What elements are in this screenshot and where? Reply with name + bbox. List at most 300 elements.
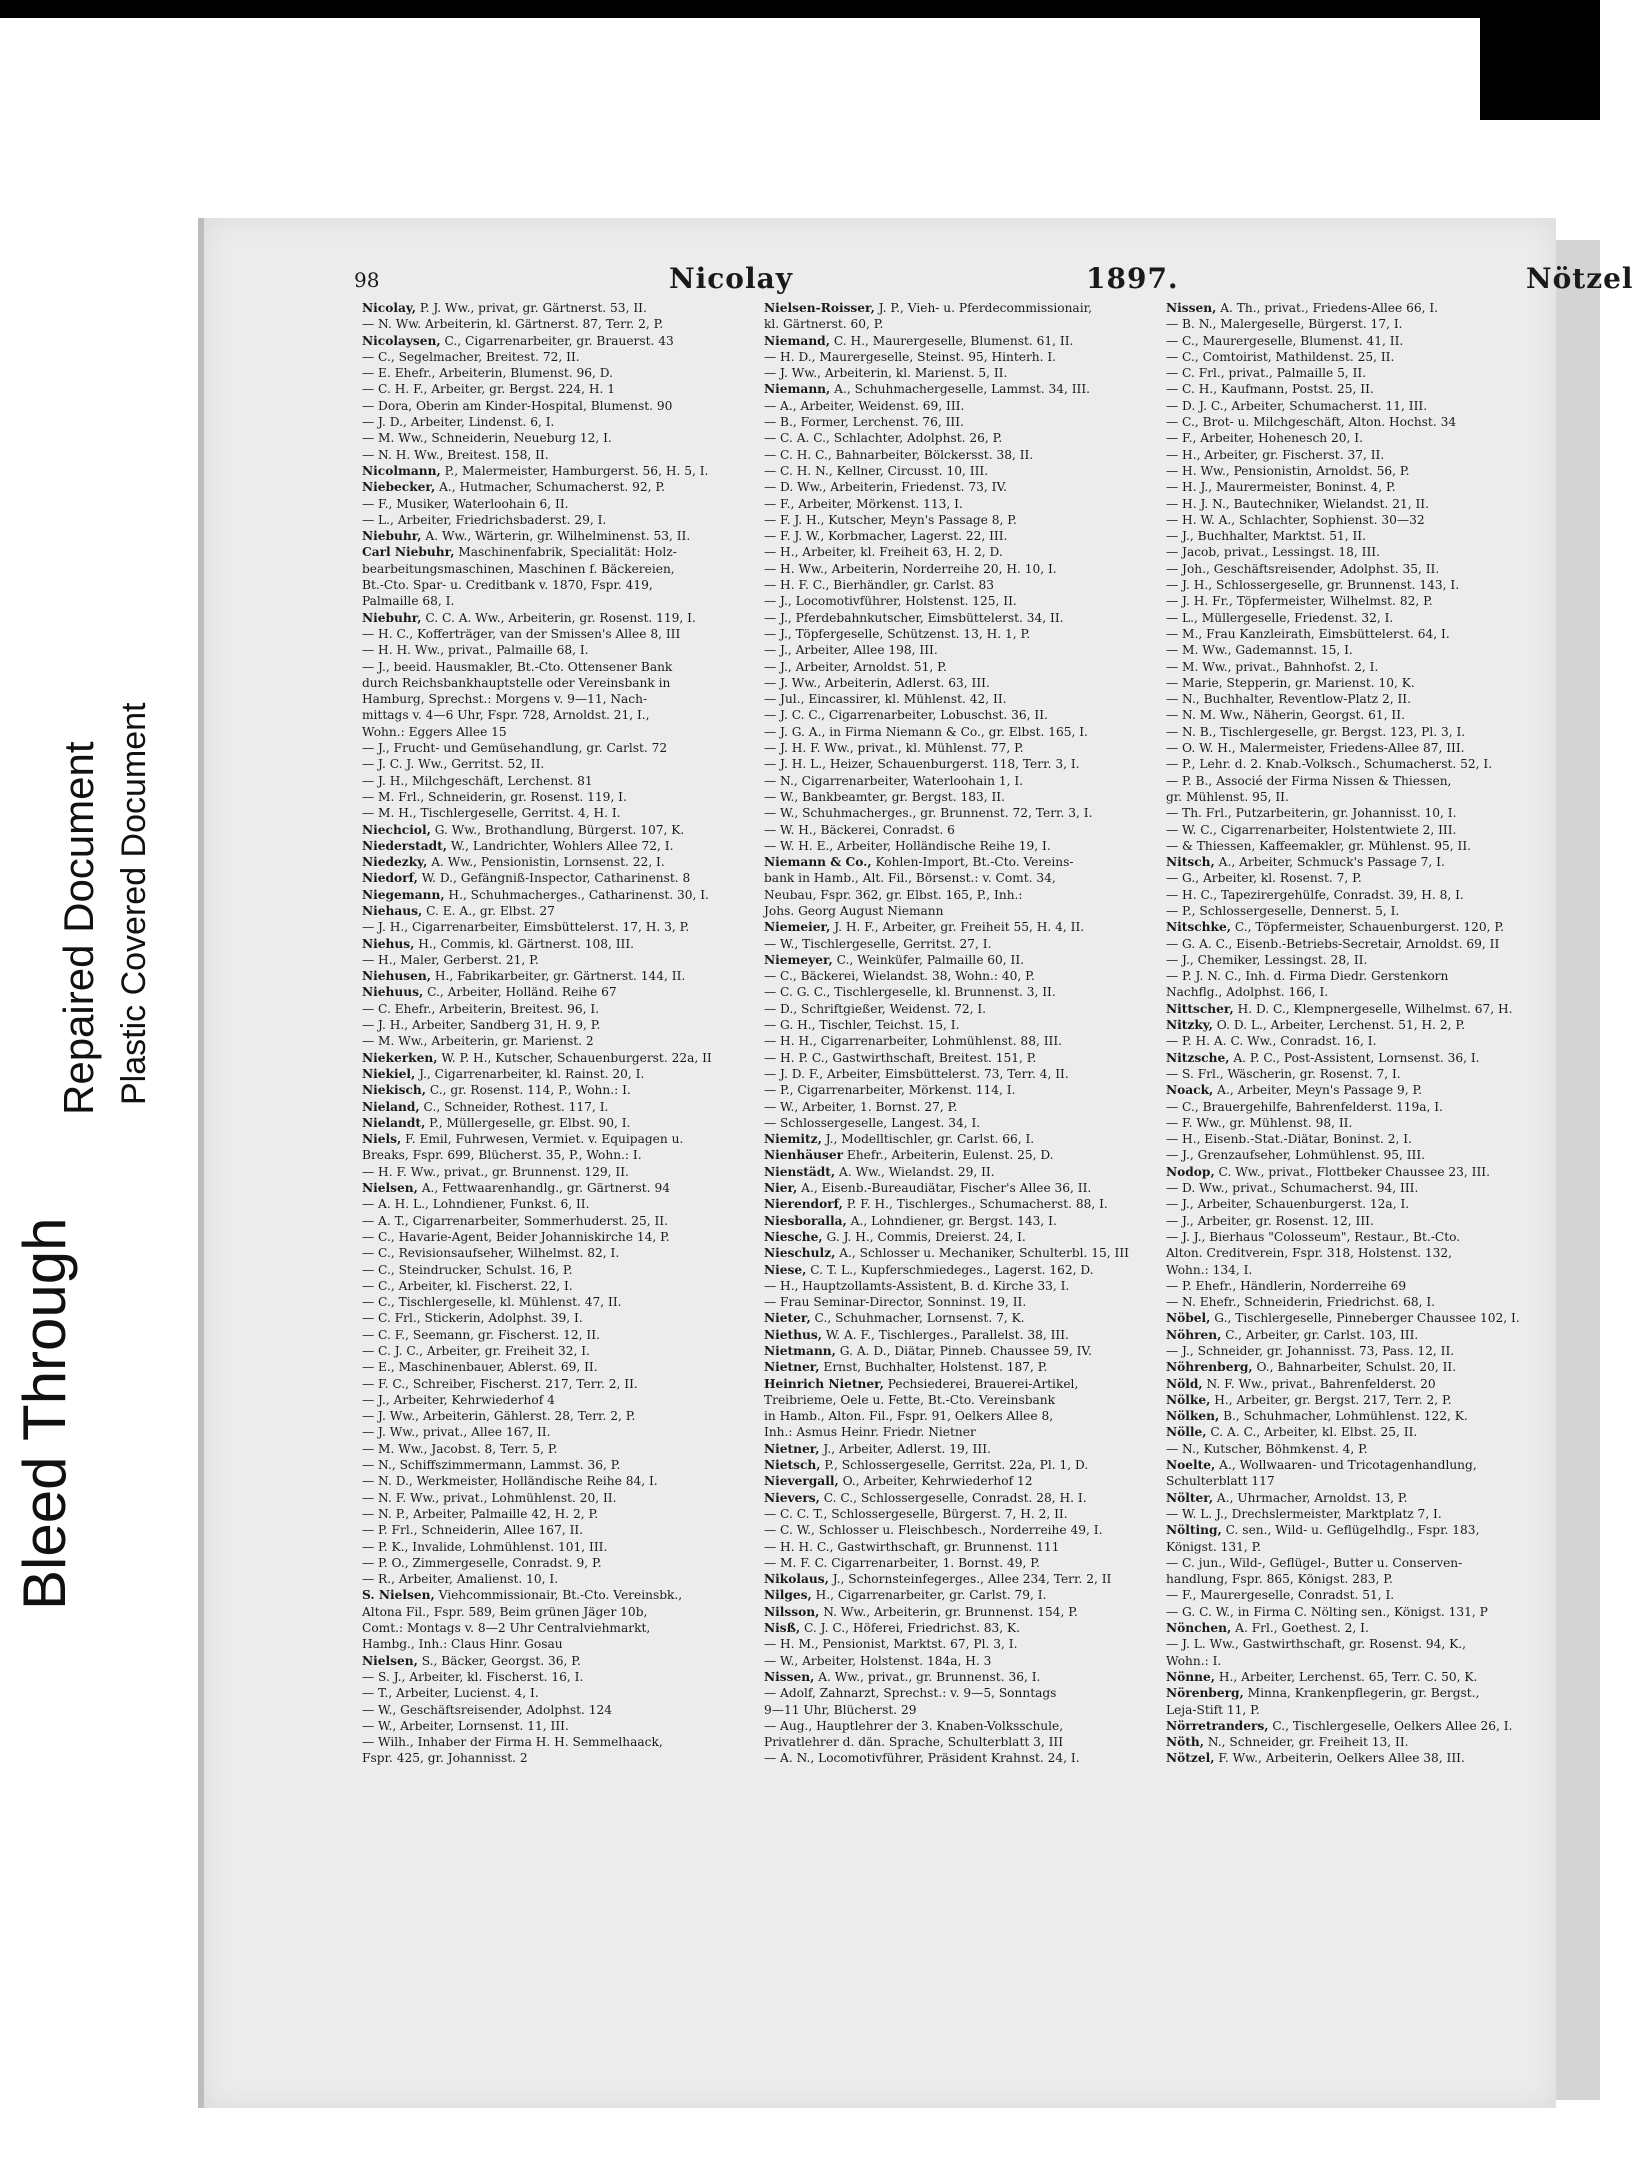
directory-entry xyxy=(1166,1082,1556,1098)
entry-text: — J. Ww., Arbeiterin, Gählerst. 28, Terr. 2, P. xyxy=(362,1409,636,1424)
entry-text: C., Töpfermeister, Schauenburgerst. 120, P. xyxy=(1230,920,1505,935)
entry-text: — H., Arbeiter, kl. Freiheit 63, H. 2, D. xyxy=(764,545,1003,560)
entry-text: Treibrieme, Oele u. Fette, Bt.-Cto. Vereinsbank xyxy=(764,1392,1056,1407)
entry-text: — M. Ww., Schneiderin, Neueburg 12, I. xyxy=(362,431,612,446)
entry-name: Nieter, xyxy=(764,1311,811,1326)
entry-text: Schulterblatt 117 xyxy=(1166,1474,1275,1489)
directory-entry xyxy=(362,1294,757,1310)
entry-text: — H. F. C., Bierhändler, gr. Carlst. 83 xyxy=(764,578,995,593)
entry-text: — D. Ww., Arbeiterin, Friedenst. 73, IV. xyxy=(764,480,1008,495)
directory-entry xyxy=(764,1702,1159,1718)
entry-text: — J. H. F. Ww., privat., kl. Mühlenst. 77, P. xyxy=(764,741,1024,756)
entry-name: Niekisch, xyxy=(362,1083,426,1098)
entry-text: J. P., Vieh- u. Pferdecommissionair, xyxy=(874,301,1092,315)
directory-entry xyxy=(1166,1653,1556,1669)
entry-text: J., Cigarrenarbeiter, kl. Rainst. 20, I. xyxy=(415,1066,645,1081)
entry-name: Nittscher, xyxy=(1166,1001,1234,1016)
entry-text: — H. Ww., Pensionistin, Arnoldst. 56, P. xyxy=(1166,463,1410,478)
directory-entry xyxy=(362,463,757,479)
entry-text: Altona Fil., Fspr. 589, Beim grünen Jäger 10b, xyxy=(362,1604,648,1619)
directory-entry xyxy=(764,1033,1159,1049)
directory-entry xyxy=(362,398,757,414)
directory-entry xyxy=(362,724,757,740)
directory-entry xyxy=(362,1131,757,1147)
entry-text: O., Bahnarbeiter, Schulst. 20, II. xyxy=(1252,1360,1457,1375)
directory-entry xyxy=(764,773,1159,789)
entry-text: A. Ww., privat., gr. Brunnenst. 36, I. xyxy=(814,1669,1041,1684)
entry-text: A., Arbeiter, Schmuck's Passage 7, I. xyxy=(1214,855,1445,870)
entry-text: — Th. Frl., Putzarbeiterin, gr. Johannisst. 10, I. xyxy=(1166,806,1457,821)
directory-entry xyxy=(362,414,757,430)
entry-name: Nicolay, xyxy=(362,301,417,315)
entry-text: bearbeitungsmaschinen, Maschinen f. Bäckereien, xyxy=(362,561,675,576)
directory-entry xyxy=(1166,381,1556,397)
entry-name: Niemeyer, xyxy=(764,952,833,967)
entry-name: Nielsen-Roisser, xyxy=(764,301,875,315)
entry-text: A. Ww., Wielandst. 29, II. xyxy=(835,1164,995,1179)
directory-entry xyxy=(1166,903,1556,919)
directory-entry xyxy=(362,1604,757,1620)
directory-entry xyxy=(362,1718,757,1734)
directory-entry xyxy=(1166,1017,1556,1033)
directory-entry xyxy=(362,1522,757,1538)
directory-entry xyxy=(1166,789,1556,805)
entry-name: Niebuhr, xyxy=(362,529,422,544)
entry-text: — M., Frau Kanzleirath, Eimsbüttelerst. 64, I. xyxy=(1166,626,1450,641)
entry-name: Nissen, xyxy=(764,1669,815,1684)
entry-text: — F. C., Schreiber, Fischerst. 217, Terr. 2, II. xyxy=(362,1376,638,1391)
entry-name: Niemann, xyxy=(764,382,831,397)
entry-text: — E., Maschinenbauer, Ablerst. 69, II. xyxy=(362,1360,598,1375)
entry-text: H., Commis, kl. Gärtnerst. 108, III. xyxy=(414,936,635,951)
directory-entry xyxy=(764,789,1159,805)
directory-entry xyxy=(1166,528,1556,544)
entry-text: W. D., Gefängniß-Inspector, Catharinenst. 8 xyxy=(417,871,691,886)
entry-text: — J., Töpfergeselle, Schützenst. 13, H. 1, P. xyxy=(764,626,1031,641)
scan-border-corner xyxy=(1480,0,1600,120)
entry-text: W., Landrichter, Wohlers Allee 72, I. xyxy=(447,838,674,853)
entry-text: Ernst, Buchhalter, Holstenst. 187, P. xyxy=(819,1360,1048,1375)
directory-entry xyxy=(1166,1213,1556,1229)
entry-text: — F. J. W., Korbmacher, Lagerst. 22, III. xyxy=(764,529,1008,544)
entry-text: — J., Arbeiter, Allee 198, III. xyxy=(764,643,938,658)
directory-entry xyxy=(1166,870,1556,886)
entry-text: — J. H., Cigarrenarbeiter, Eimsbüttelerst. 17, H. 3, P. xyxy=(362,920,690,935)
directory-entry xyxy=(362,626,757,642)
directory-entry xyxy=(362,952,757,968)
entry-text: — J. L. Ww., Gastwirthschaft, gr. Rosenst. 94, K., xyxy=(1166,1637,1467,1652)
directory-entry xyxy=(1166,1376,1556,1392)
directory-entry xyxy=(764,1506,1159,1522)
entry-text: Viehcommissionair, Bt.-Cto. Vereinsbk., xyxy=(434,1588,683,1603)
directory-entry xyxy=(1166,1490,1556,1506)
entry-text: — H. H., Cigarrenarbeiter, Lohmühlenst. 88, III. xyxy=(764,1034,1063,1049)
entry-text: — H. C., Tapezirergehülfe, Conradst. 39, H. 8, I. xyxy=(1166,887,1464,902)
entry-text: — Joh., Geschäftsreisender, Adolphst. 35, II. xyxy=(1166,561,1440,576)
entry-name: Nievergall, xyxy=(764,1474,839,1489)
entry-name: Niechciol, xyxy=(362,822,431,837)
entry-text: — E. Ehefr., Arbeiterin, Blumenst. 96, D. xyxy=(362,366,613,381)
entry-text: — H., Maler, Gerberst. 21, P. xyxy=(362,952,539,967)
directory-entry xyxy=(362,1050,757,1066)
entry-text: 9—11 Uhr, Blücherst. 29 xyxy=(764,1702,917,1717)
entry-text: — J., Chemiker, Lessingst. 28, II. xyxy=(1166,952,1368,967)
directory-entry xyxy=(1166,1424,1556,1440)
entry-text: — C., Segelmacher, Breitest. 72, II. xyxy=(362,349,580,364)
directory-entry xyxy=(362,1376,757,1392)
entry-text: — J., Locomotivführer, Holstenst. 125, II. xyxy=(764,594,1017,609)
entry-name: Nönne, xyxy=(1166,1669,1215,1684)
directory-entry xyxy=(764,1001,1159,1017)
entry-name: Nönchen, xyxy=(1166,1621,1232,1636)
directory-entry xyxy=(362,1196,757,1212)
entry-text: H., Fabrikarbeiter, gr. Gärtnerst. 144, II. xyxy=(430,969,686,984)
directory-entry xyxy=(362,610,757,626)
directory-entry xyxy=(764,1604,1159,1620)
entry-text: — C. G. C., Tischlergeselle, kl. Brunnenst. 3, II. xyxy=(764,985,1056,1000)
entry-text: A. Ww., Wärterin, gr. Wilhelminenst. 53, II. xyxy=(421,529,691,544)
header-year: 1897. xyxy=(1086,262,1179,295)
entry-text: — P. K., Invalide, Lohmühlenst. 101, III. xyxy=(362,1539,608,1554)
directory-entry xyxy=(764,1473,1159,1489)
entry-text: H., Arbeiter, Lerchenst. 65, Terr. C. 50, K. xyxy=(1215,1669,1478,1684)
directory-entry xyxy=(764,1653,1159,1669)
entry-text: — G. C. W., in Firma C. Nölting sen., Königst. 131, P xyxy=(1166,1604,1488,1619)
entry-text: H., Cigarrenarbeiter, gr. Carlst. 79, I. xyxy=(811,1588,1047,1603)
directory-entry xyxy=(764,430,1159,446)
entry-text: — C., Arbeiter, kl. Fischerst. 22, I. xyxy=(362,1278,573,1293)
entry-text: — A. T., Cigarrenarbeiter, Sommerhuderst. 25, II. xyxy=(362,1213,668,1228)
entry-text: Alton. Creditverein, Fspr. 318, Holstenst. 132, xyxy=(1166,1246,1452,1261)
entry-text: A., Lohndiener, gr. Bergst. 143, I. xyxy=(846,1213,1057,1228)
entry-name: Nietner, xyxy=(764,1360,820,1375)
entry-text: — J. G. A., in Firma Niemann & Co., gr. Elbst. 165, I. xyxy=(764,724,1088,739)
directory-entry xyxy=(1166,1164,1556,1180)
entry-text: — N. D., Werkmeister, Holländische Reihe 84, I. xyxy=(362,1474,658,1489)
directory-entry xyxy=(362,675,757,691)
directory-entry xyxy=(764,447,1159,463)
directory-entry xyxy=(1166,1473,1556,1489)
directory-entry xyxy=(764,1262,1159,1278)
entry-text: — J., Frucht- und Gemüsehandlung, gr. Carlst. 72 xyxy=(362,741,668,756)
directory-entry xyxy=(1166,805,1556,821)
entry-text: S., Bäcker, Georgst. 36, P. xyxy=(417,1653,581,1668)
entry-text: A., Schuhmachergeselle, Lammst. 34, III. xyxy=(830,382,1091,397)
entry-name: Nöbel, xyxy=(1166,1311,1211,1326)
directory-entry xyxy=(362,1392,757,1408)
entry-text: G. A. D., Diätar, Pinneb. Chaussee 59, IV. xyxy=(835,1344,1092,1358)
directory-entry xyxy=(764,1245,1159,1261)
entry-name: Nier, xyxy=(764,1181,798,1196)
entry-text: — J., Pferdebahnkutscher, Eimsbüttelerst. 34, II. xyxy=(764,610,1064,625)
directory-entry xyxy=(1166,984,1556,1000)
directory-entry xyxy=(764,740,1159,756)
entry-text: — J. H., Arbeiter, Sandberg 31, H. 9, P. xyxy=(362,1018,601,1033)
entry-name: Niesboralla, xyxy=(764,1213,847,1228)
entry-text: — C. H. F., Arbeiter, gr. Bergst. 224, H. 1 xyxy=(362,382,616,397)
entry-text: Hamburg, Sprechst.: Morgens v. 9—11, Nach- xyxy=(362,692,648,707)
directory-entry xyxy=(1166,1669,1556,1685)
entry-text: — J. H., Milchgeschäft, Lerchenst. 81 xyxy=(362,773,593,788)
entry-text: — J., beeid. Hausmakler, Bt.-Cto. Ottensener Bank xyxy=(362,659,673,674)
directory-entry xyxy=(362,984,757,1000)
entry-text: — C., Steindrucker, Schulst. 16, P. xyxy=(362,1262,573,1277)
entry-text: G. Ww., Brothandlung, Bürgerst. 107, K. xyxy=(430,822,685,837)
entry-name: Niemann & Co., xyxy=(764,855,872,870)
directory-entry xyxy=(362,365,757,381)
entry-text: — N. Ww. Arbeiterin, kl. Gärtnerst. 87, Terr. 2, P. xyxy=(362,317,664,332)
directory-entry xyxy=(362,430,757,446)
entry-text: P., Malermeister, Hamburgerst. 56, H. 5, I. xyxy=(440,463,709,478)
entry-name: Nötzel, xyxy=(1166,1751,1215,1766)
entry-text: — W. L. J., Drechslermeister, Marktplatz 7, I. xyxy=(1166,1506,1442,1521)
directory-entry xyxy=(1166,707,1556,723)
directory-entry xyxy=(1166,1033,1556,1049)
entry-text: — P. B., Associé der Firma Nissen & Thiessen, xyxy=(1166,773,1452,788)
directory-entry xyxy=(764,659,1159,675)
entry-text: Maschinenfabrik, Specialität: Holz- xyxy=(454,545,677,560)
entry-text: — Jacob, privat., Lessingst. 18, III. xyxy=(1166,545,1380,560)
directory-entry xyxy=(362,838,757,854)
entry-text: — C., Brot- u. Milchgeschäft, Alton. Hochst. 34 xyxy=(1166,415,1457,430)
entry-text: — C. A. C., Schlachter, Adolphst. 26, P. xyxy=(764,431,1003,446)
directory-entry xyxy=(362,1033,757,1049)
directory-entry xyxy=(362,887,757,903)
entry-text: — J. C. J. Ww., Gerritst. 52, II. xyxy=(362,757,545,772)
directory-entry xyxy=(362,854,757,870)
directory-entry xyxy=(764,593,1159,609)
directory-entry xyxy=(1166,1099,1556,1115)
directory-entry xyxy=(764,414,1159,430)
entry-text: P., Schlossergeselle, Gerritst. 22a, Pl. 1, D. xyxy=(820,1458,1089,1473)
directory-entry xyxy=(1166,463,1556,479)
directory-entry xyxy=(764,1718,1159,1734)
entry-text: — J. Ww., privat., Allee 167, II. xyxy=(362,1425,551,1440)
entry-text: — J. H., Schlossergeselle, gr. Brunnenst. 143, I. xyxy=(1166,578,1460,593)
entry-text: — J., Grenzaufseher, Lohmühlenst. 95, III. xyxy=(1166,1148,1426,1163)
directory-entry xyxy=(764,577,1159,593)
entry-name: Heinrich Nietner, xyxy=(764,1376,884,1391)
entry-text: — H. M., Pensionist, Marktst. 67, Pl. 3, I. xyxy=(764,1637,1018,1652)
directory-entry xyxy=(1166,1147,1556,1163)
entry-name: Niethus, xyxy=(764,1327,822,1342)
directory-entry xyxy=(362,870,757,886)
column-2 xyxy=(764,300,1159,1767)
entry-text: — J., Buchhalter, Marktst. 51, II. xyxy=(1166,529,1366,544)
directory-entry xyxy=(362,1213,757,1229)
directory-entry xyxy=(1166,577,1556,593)
directory-entry xyxy=(362,642,757,658)
directory-entry xyxy=(1166,479,1556,495)
directory-entry xyxy=(764,1669,1159,1685)
entry-text: — C., Brauergehilfe, Bahrenfelderst. 119a, I. xyxy=(1166,1099,1443,1114)
directory-entry xyxy=(1166,724,1556,740)
entry-text: J. H. F., Arbeiter, gr. Freiheit 55, H. 4, II. xyxy=(830,920,1085,935)
entry-text: — C. jun., Wild-, Geflügel-, Butter u. Conserven- xyxy=(1166,1555,1463,1570)
directory-entry xyxy=(764,838,1159,854)
entry-text: B., Schuhmacher, Lohmühlenst. 122, K. xyxy=(1219,1409,1468,1424)
directory-entry xyxy=(764,1017,1159,1033)
entry-text: O. D. L., Arbeiter, Lerchenst. 51, H. 2, P. xyxy=(1212,1018,1466,1033)
entry-name: Nitzsche, xyxy=(1166,1050,1230,1065)
entry-text: — & Thiessen, Kaffeemakler, gr. Mühlenst. 95, II. xyxy=(1166,838,1472,853)
entry-text: C., Arbeiter, gr. Carlst. 103, III. xyxy=(1221,1327,1419,1342)
entry-text: C., Arbeiter, Holländ. Reihe 67 xyxy=(423,985,617,1000)
entry-text: — C. Ehefr., Arbeiterin, Breitest. 96, I. xyxy=(362,1001,600,1016)
entry-name: S. Nielsen, xyxy=(362,1588,435,1603)
entry-text: C. H., Maurergeselle, Blumenst. 61, II. xyxy=(829,333,1074,348)
directory-entry xyxy=(1166,1050,1556,1066)
directory-entry xyxy=(362,1555,757,1571)
entry-text: Privatlehrer d. dän. Sprache, Schulterblatt 3, III xyxy=(764,1735,1064,1750)
directory-entry xyxy=(764,1343,1159,1359)
entry-text: — C. Frl., Stickerin, Adolphst. 39, I. xyxy=(362,1311,583,1326)
entry-text: — C. C. T., Schlossergeselle, Bürgerst. 7, H. 2, II. xyxy=(764,1506,1068,1521)
directory-entry xyxy=(764,610,1159,626)
entry-text: — Dora, Oberin am Kinder-Hospital, Blumenst. 90 xyxy=(362,398,673,413)
directory-entry xyxy=(764,479,1159,495)
header-left-word: Nicolay xyxy=(669,262,794,295)
entry-name: Carl Niebuhr, xyxy=(362,545,455,560)
directory-entry xyxy=(362,496,757,512)
directory-entry xyxy=(362,1066,757,1082)
directory-entry xyxy=(362,333,757,349)
entry-text: — C. J. C., Arbeiter, gr. Freiheit 32, I. xyxy=(362,1344,590,1358)
entry-text: O., Arbeiter, Kehrwiederhof 12 xyxy=(838,1474,1033,1489)
directory-entry xyxy=(362,447,757,463)
entry-text: — W., Geschäftsreisender, Adolphst. 124 xyxy=(362,1702,613,1717)
entry-text: C., Schuhmacher, Lornsenst. 7, K. xyxy=(810,1311,1025,1326)
directory-entry xyxy=(362,1164,757,1180)
entry-text: — Frau Seminar-Director, Sonninst. 19, II. xyxy=(764,1295,1027,1310)
column-3 xyxy=(1166,300,1556,1767)
directory-entry xyxy=(764,349,1159,365)
directory-entry xyxy=(764,1327,1159,1343)
directory-entry xyxy=(1166,919,1556,935)
entry-text: — F. J. H., Kutscher, Meyn's Passage 8, P. xyxy=(764,512,1017,527)
directory-entry xyxy=(1166,773,1556,789)
entry-text: — M. Ww., privat., Bahnhofst. 2, I. xyxy=(1166,659,1379,674)
directory-entry xyxy=(362,968,757,984)
entry-text: W. P. H., Kutscher, Schauenburgerst. 22a, II xyxy=(437,1050,712,1065)
entry-text: — R., Arbeiter, Amalienst. 10, I. xyxy=(362,1572,559,1587)
directory-entry xyxy=(362,1473,757,1489)
page-header xyxy=(204,256,1634,296)
entry-text: H. D. C., Klempnergeselle, Wilhelmst. 67, H. xyxy=(1233,1001,1513,1016)
entry-name: Nieschulz, xyxy=(764,1246,836,1261)
directory-entry xyxy=(1166,1408,1556,1424)
entry-name: Nienstädt, xyxy=(764,1164,836,1179)
entry-text: — L., Arbeiter, Friedrichsbaderst. 29, I. xyxy=(362,512,607,527)
directory-entry xyxy=(764,675,1159,691)
entry-text: — J. D. F., Arbeiter, Eimsbüttelerst. 73, Terr. 4, II. xyxy=(764,1066,1069,1081)
entry-text: — Schlossergeselle, Langest. 34, I. xyxy=(764,1115,981,1130)
entry-name: Nöld, xyxy=(1166,1376,1203,1391)
entry-text: — P. Frl., Schneiderin, Allee 167, II. xyxy=(362,1523,584,1538)
directory-entry xyxy=(764,952,1159,968)
directory-entry xyxy=(362,1082,757,1098)
entry-text: C. E. A., gr. Elbst. 27 xyxy=(422,903,555,918)
entry-text: N., Schneider, gr. Freiheit 13, II. xyxy=(1204,1735,1409,1750)
entry-text: — F., Arbeiter, Mörkenst. 113, I. xyxy=(764,496,963,511)
entry-text: J., Arbeiter, Adlerst. 19, III. xyxy=(819,1441,991,1456)
directory-entry xyxy=(764,1408,1159,1424)
directory-entry xyxy=(764,936,1159,952)
entry-name: Nieland, xyxy=(362,1099,420,1114)
entry-text: bank in Hamb., Alt. Fil., Börsenst.: v. Comt. 34, xyxy=(764,871,1056,886)
entry-text: — W., Bankbeamter, gr. Bergst. 183, II. xyxy=(764,789,1005,804)
entry-text: — G. A. C., Eisenb.-Betriebs-Secretair, Arnoldst. 69, II xyxy=(1166,936,1500,951)
directory-entry xyxy=(362,1245,757,1261)
entry-name: Niemitz, xyxy=(764,1132,822,1147)
directory-entry xyxy=(1166,349,1556,365)
entry-name: Nielandt, xyxy=(362,1115,426,1130)
entry-text: C. sen., Wild- u. Geflügelhdlg., Fspr. 183, xyxy=(1221,1523,1480,1538)
entry-text: A., Hutmacher, Schumacherst. 92, P. xyxy=(435,480,665,495)
entry-text: A., Fettwaarenhandlg., gr. Gärtnerst. 94 xyxy=(417,1181,670,1196)
directory-entry xyxy=(362,1750,757,1766)
entry-text: H., Schuhmacherges., Catharinenst. 30, I. xyxy=(444,887,709,902)
directory-entry xyxy=(362,1457,757,1473)
directory-entry xyxy=(764,1196,1159,1212)
entry-text: P. F. H., Tischlerges., Schumacherst. 88, I. xyxy=(842,1197,1108,1212)
entry-text: A. Th., privat., Friedens-Allee 66, I. xyxy=(1216,301,1439,315)
entry-name: Nölke, xyxy=(1166,1392,1211,1407)
directory-entry xyxy=(764,1376,1159,1392)
entry-text: — C., Revisionsaufseher, Wilhelmst. 82, I. xyxy=(362,1246,620,1261)
directory-entry xyxy=(362,1636,757,1652)
directory-entry xyxy=(1166,887,1556,903)
entry-text: F. Ww., Arbeiterin, Oelkers Allee 38, III. xyxy=(1214,1751,1465,1766)
directory-entry xyxy=(764,1131,1159,1147)
directory-entry xyxy=(362,1424,757,1440)
entry-text: F. Emil, Fuhrwesen, Vermiet. v. Equipagen u. xyxy=(401,1132,684,1147)
entry-name: Nierendorf, xyxy=(764,1197,843,1212)
entry-text: C. J. C., Höferei, Friedrichst. 83, K. xyxy=(800,1621,1020,1636)
entry-name: Niehaus, xyxy=(362,903,423,918)
directory-entry xyxy=(764,398,1159,414)
entry-name: Nilsson, xyxy=(764,1604,820,1619)
entry-name: Niemeier, xyxy=(764,920,831,935)
directory-entry xyxy=(764,1539,1159,1555)
directory-entry xyxy=(1166,1278,1556,1294)
entry-text: — P. H. A. C. Ww., Conradst. 16, I. xyxy=(1166,1034,1377,1049)
directory-entry xyxy=(764,463,1159,479)
directory-entry xyxy=(764,1555,1159,1571)
directory-entry xyxy=(764,1424,1159,1440)
directory-entry xyxy=(362,1343,757,1359)
entry-name: Niedorf, xyxy=(362,871,418,886)
directory-entry xyxy=(764,1392,1159,1408)
directory-entry xyxy=(764,887,1159,903)
entry-text: — P., Schlossergeselle, Dennerst. 5, I. xyxy=(1166,903,1400,918)
entry-text: N. F. Ww., privat., Bahrenfelderst. 20 xyxy=(1202,1376,1436,1391)
directory-entry xyxy=(362,577,757,593)
entry-text: — J. Ww., Arbeiterin, Adlerst. 63, III. xyxy=(764,675,990,690)
entry-text: Palmaille 68, I. xyxy=(362,594,455,609)
directory-entry xyxy=(764,1522,1159,1538)
directory-entry xyxy=(764,968,1159,984)
directory-entry xyxy=(1166,430,1556,446)
entry-text: — C., Tischlergeselle, kl. Mühlenst. 47, II. xyxy=(362,1295,622,1310)
directory-entry xyxy=(1166,854,1556,870)
entry-text: — H. C., Kofferträger, van der Smissen's Allee 8, III xyxy=(362,626,681,641)
directory-entry xyxy=(1166,398,1556,414)
entry-text: — A., Arbeiter, Weidenst. 69, III. xyxy=(764,398,965,413)
entry-text: — N., Schiffszimmermann, Lammst. 36, P. xyxy=(362,1458,621,1473)
entry-text: — J. H. Fr., Töpfermeister, Wilhelmst. 82, P. xyxy=(1166,594,1433,609)
directory-entry xyxy=(362,512,757,528)
